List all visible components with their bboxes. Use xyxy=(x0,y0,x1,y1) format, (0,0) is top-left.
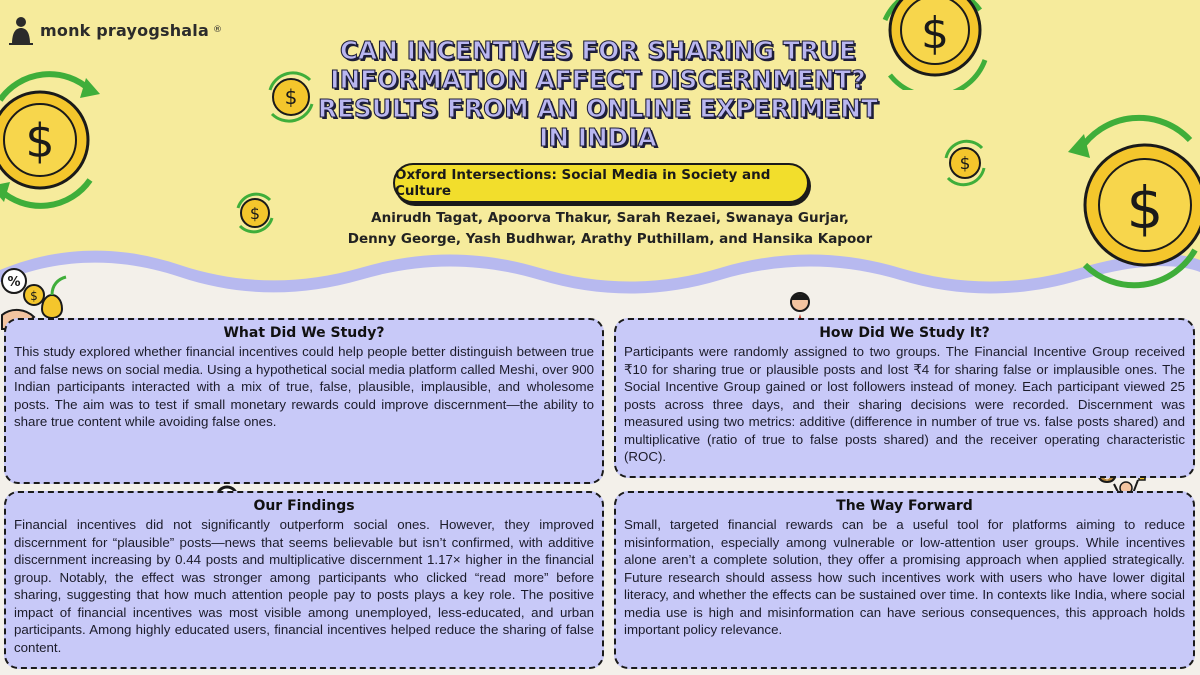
svg-text:%: % xyxy=(7,275,21,290)
forward-heading: The Way Forward xyxy=(836,498,973,514)
study-panel xyxy=(4,318,604,484)
forward-body: Small, targeted financial rewards can be a useful tool for platforms aiming to reduce misinformation, especially among vulnerable or low-attention user groups. While incentives alone aren’t a complete solution, they offer a promising approach when applied strategically. Future research should assess how such incentives work with users who have lower digital literacy, and whether the effects can be sustained over time. In contexts like India, where social media use is high and misinformation can have serious consequences, this approach holds important policy relevance. xyxy=(624,517,1185,637)
dollar-coin-icon xyxy=(262,68,320,126)
dollar-coin-icon xyxy=(1060,100,1200,300)
svg-text:$: $ xyxy=(25,114,55,168)
svg-text:$: $ xyxy=(30,289,38,303)
method-panel xyxy=(614,318,1195,478)
venue-badge xyxy=(393,163,809,203)
svg-text:$: $ xyxy=(249,204,261,223)
author-list xyxy=(340,208,880,250)
authors-line-1: Anirudh Tagat, Apoorva Thakur, Sarah Rezaei, Swanaya Gurjar, xyxy=(371,210,849,226)
brand-logo xyxy=(6,14,222,46)
dollar-coin-icon xyxy=(870,0,1000,90)
wave-divider xyxy=(0,240,1200,320)
study-heading: What Did We Study? xyxy=(223,325,385,341)
dollar-coin-icon xyxy=(940,138,990,188)
study-body: This study explored whether financial incentives could help people better distinguish between true and false news on social media. Using a hypothetical social media platform called Meshi, over 900 Indian participants interacted with a mix of true, false, plausible, implausible, and wholesome posts. The aim was to test if small monetary rewards could improve discernment—the ability to share true content while avoiding false ones. xyxy=(14,344,594,429)
authors-line-2: Denny George, Yash Budhwar, Arathy Puthillam, and Hansika Kapoor xyxy=(347,231,873,247)
method-body: Participants were randomly assigned to two groups. The Financial Incentive Group received ₹10 for sharing true or plausible posts and lost ₹4 for sharing false or implausible ones. The Social Incentive Group gained or lost followers instead of money. Each participant viewed 25 posts across three days, and their sharing decisions were recorded. Discernment was measured using two metrics: additive (difference in number of true vs. false posts shared) and multiplicative (ratio of true to false posts shared) and the receiver operating characteristic (ROC). xyxy=(624,344,1185,464)
dollar-coin-icon xyxy=(232,190,278,236)
method-heading: How Did We Study It? xyxy=(819,325,990,341)
svg-text:$: $ xyxy=(1126,174,1164,242)
trademark: ® xyxy=(212,25,222,35)
svg-text:$: $ xyxy=(284,85,298,109)
svg-text:$: $ xyxy=(921,8,949,59)
page-title: CAN INCENTIVES FOR SHARING TRUE INFORMATION AFFECT DISCERNMENT? RESULTS FROM AN ONLINE EXPERIMENT IN INDIA xyxy=(318,36,878,152)
findings-panel xyxy=(4,491,604,669)
brand-name: monk prayogshala xyxy=(40,20,209,40)
monk-logo-icon xyxy=(6,14,36,46)
dollar-coin-icon xyxy=(0,60,110,220)
venue-label: Oxford Intersections: Social Media in Society and Culture xyxy=(395,167,771,199)
findings-heading: Our Findings xyxy=(253,498,355,514)
forward-panel xyxy=(614,491,1195,669)
findings-body: Financial incentives did not significantly outperform social ones. However, they improved discernment for “plausible” posts—news that seems believable but isn’t confirmed, with additive discernment increasing by 0.44 posts and multiplicative discernment 1.17× higher in the financial group. Notably, the effect was stronger among participants who clicked “read more” before sharing, suggesting that how much attention people pay to posts plays a key role. The positive impact of financial incentives was most visible among unemployed, less-educated, and urban participants. Among highly educated users, financial incentives helped reduce the sharing of false content. xyxy=(14,517,594,655)
svg-text:$: $ xyxy=(959,154,971,174)
